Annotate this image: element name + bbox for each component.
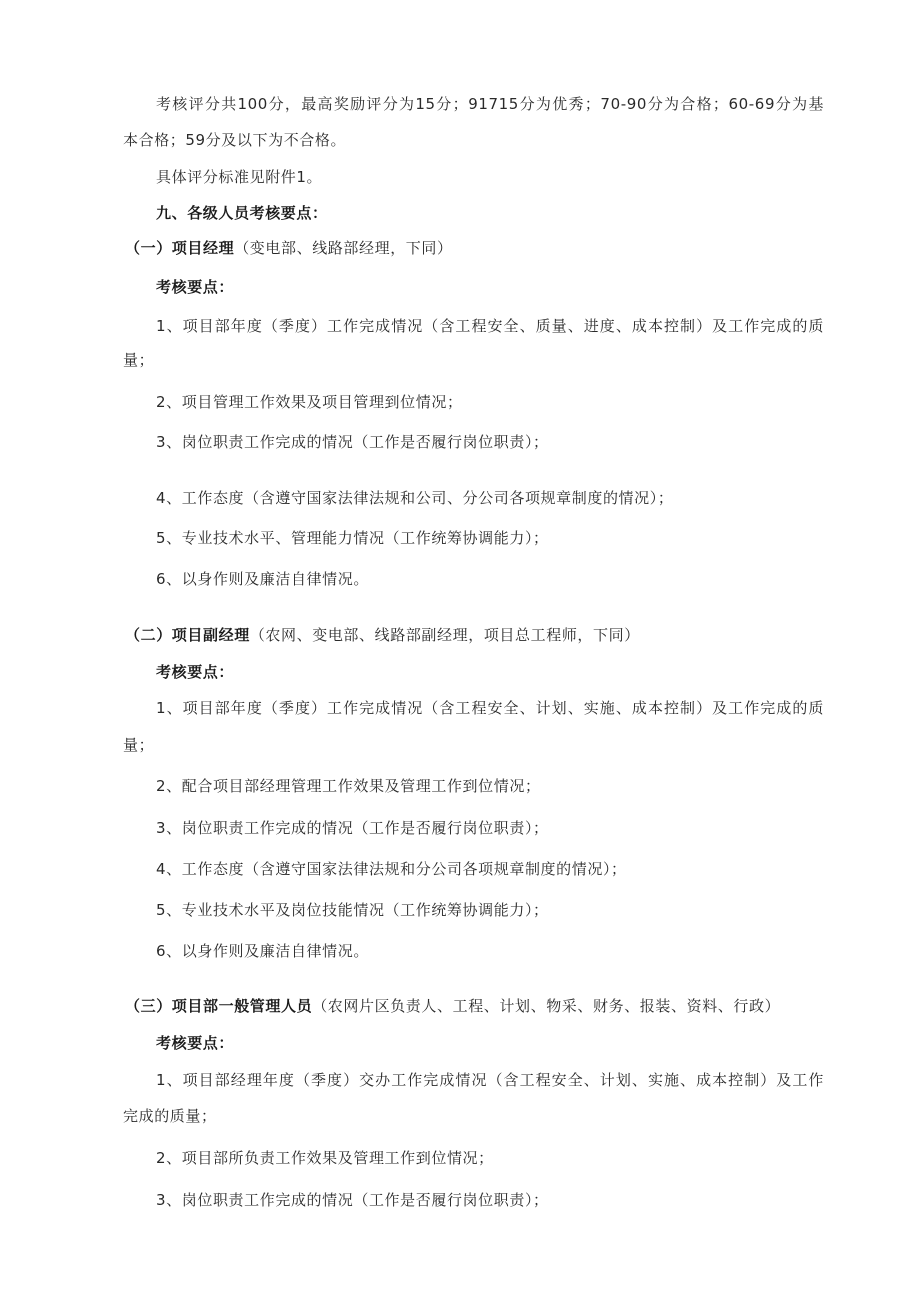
group2-heading: [125, 625, 640, 645]
group3-heading-bold: （三）项目部一般管理人员: [125, 997, 313, 1015]
group1-item5: 5、专业技术水平、管理能力情况（工作统筹协调能力）；: [156, 529, 549, 547]
group1-heading-rest: （变电部、线路部经理，下同）: [234, 239, 453, 257]
group1-heading-bold: （一）项目经理: [125, 239, 235, 257]
group3-points-label: 考核要点：: [156, 1034, 235, 1052]
group1-item2: 2、项目管理工作效果及项目管理到位情况；: [156, 393, 463, 411]
group3-item1-line1: 1、项目部经理年度（季度）交办工作完成情况（含工程安全、计划、实施、成本控制）及工作: [156, 1071, 824, 1089]
group2-points-label: 考核要点：: [156, 663, 235, 681]
group1-item1-line2: 量；: [123, 351, 155, 369]
group3-heading: [125, 996, 780, 1016]
group2-item4: 4、工作态度（含遵守国家法律法规和分公司各项规章制度的情况）；: [156, 860, 627, 878]
group3-item2: 2、项目部所负责工作效果及管理工作到位情况；: [156, 1149, 494, 1167]
group1-points-label: 考核要点：: [156, 278, 235, 296]
group3-heading-rest: （农网片区负责人、工程、计划、物采、财务、报装、资料、行政）: [312, 997, 781, 1015]
group2-heading-bold: （二）项目副经理: [125, 626, 250, 644]
scoring-line-2: 本合格；59分及以下为不合格。: [123, 131, 347, 149]
group1-heading: [125, 238, 453, 258]
group2-item2: 2、配合项目部经理管理工作效果及管理工作到位情况；: [156, 777, 541, 795]
group1-item6: 6、以身作则及廉洁自律情况。: [156, 570, 369, 588]
group1-item3: 3、岗位职责工作完成的情况（工作是否履行岗位职责）；: [156, 433, 549, 451]
section-nine-title: 九、各级人员考核要点：: [156, 204, 328, 222]
group2-item1-line2: 量；: [123, 736, 155, 754]
group3-item1-line2: 完成的质量；: [123, 1107, 217, 1125]
group2-item1-line1: 1、项目部年度（季度）工作完成情况（含工程安全、计划、实施、成本控制）及工作完成的质: [156, 699, 824, 717]
scoring-line-1: 考核评分共100分，最高奖励评分为15分；91715分为优秀；70-90分为合格；60-69分为基: [156, 95, 824, 113]
group1-item4: 4、工作态度（含遵守国家法律法规和公司、分公司各项规章制度的情况）；: [156, 489, 674, 507]
group2-item5: 5、专业技术水平及岗位技能情况（工作统筹协调能力）；: [156, 901, 549, 919]
group2-item6: 6、以身作则及廉洁自律情况。: [156, 942, 369, 960]
group2-heading-rest: （农网、变电部、线路部副经理，项目总工程师，下同）: [249, 626, 640, 644]
scoring-detail: 具体评分标准见附件1。: [156, 168, 323, 186]
group3-item3: 3、岗位职责工作完成的情况（工作是否履行岗位职责）；: [156, 1191, 549, 1209]
group1-item1-line1: 1、项目部年度（季度）工作完成情况（含工程安全、质量、进度、成本控制）及工作完成的质: [156, 317, 824, 335]
group2-item3: 3、岗位职责工作完成的情况（工作是否履行岗位职责）；: [156, 819, 549, 837]
